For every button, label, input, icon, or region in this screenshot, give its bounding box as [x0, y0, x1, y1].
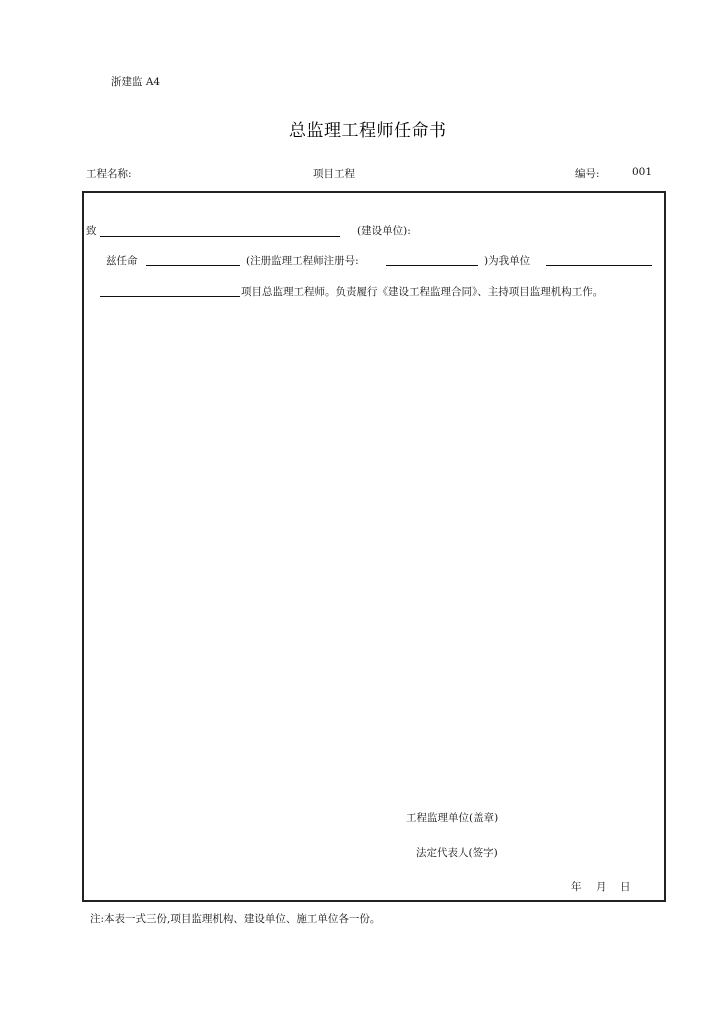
- date-day: 日: [620, 881, 631, 893]
- registration-number-label: (注册监理工程师注册号:: [246, 255, 359, 267]
- construction-unit-blank[interactable]: [100, 236, 340, 237]
- unit-name-blank[interactable]: [546, 265, 652, 266]
- to-prefix: 致: [86, 225, 97, 237]
- registration-number-blank[interactable]: [386, 265, 478, 266]
- construction-unit-suffix: (建设单位):: [357, 225, 411, 237]
- as-our-unit-text: )为我单位: [484, 255, 531, 267]
- appointee-name-blank[interactable]: [146, 265, 240, 266]
- legal-representative-label: 法定代表人(签字): [416, 847, 498, 859]
- project-name-blank[interactable]: [100, 296, 240, 297]
- supervision-unit-seal-label: 工程监理单位(盖章): [406, 812, 499, 824]
- appoint-prefix: 兹任命: [106, 255, 138, 267]
- footnote: 注:本表一式三份,项目监理机构、建设单位、施工单位各一份。: [90, 913, 381, 925]
- project-name-value: 项目工程: [313, 168, 355, 180]
- duty-text: 项目总监理工程师。负责履行《建设工程监理合同》、主持项目监理机构工作。: [241, 286, 604, 298]
- number-label: 编号:: [575, 168, 600, 180]
- date-month: 月: [596, 881, 607, 893]
- page-title: 总监理工程师任命书: [289, 121, 447, 141]
- project-name-label: 工程名称:: [86, 168, 132, 180]
- date-year: 年: [571, 881, 582, 893]
- number-value: 001: [632, 166, 653, 178]
- form-code: 浙建监 A4: [111, 76, 161, 88]
